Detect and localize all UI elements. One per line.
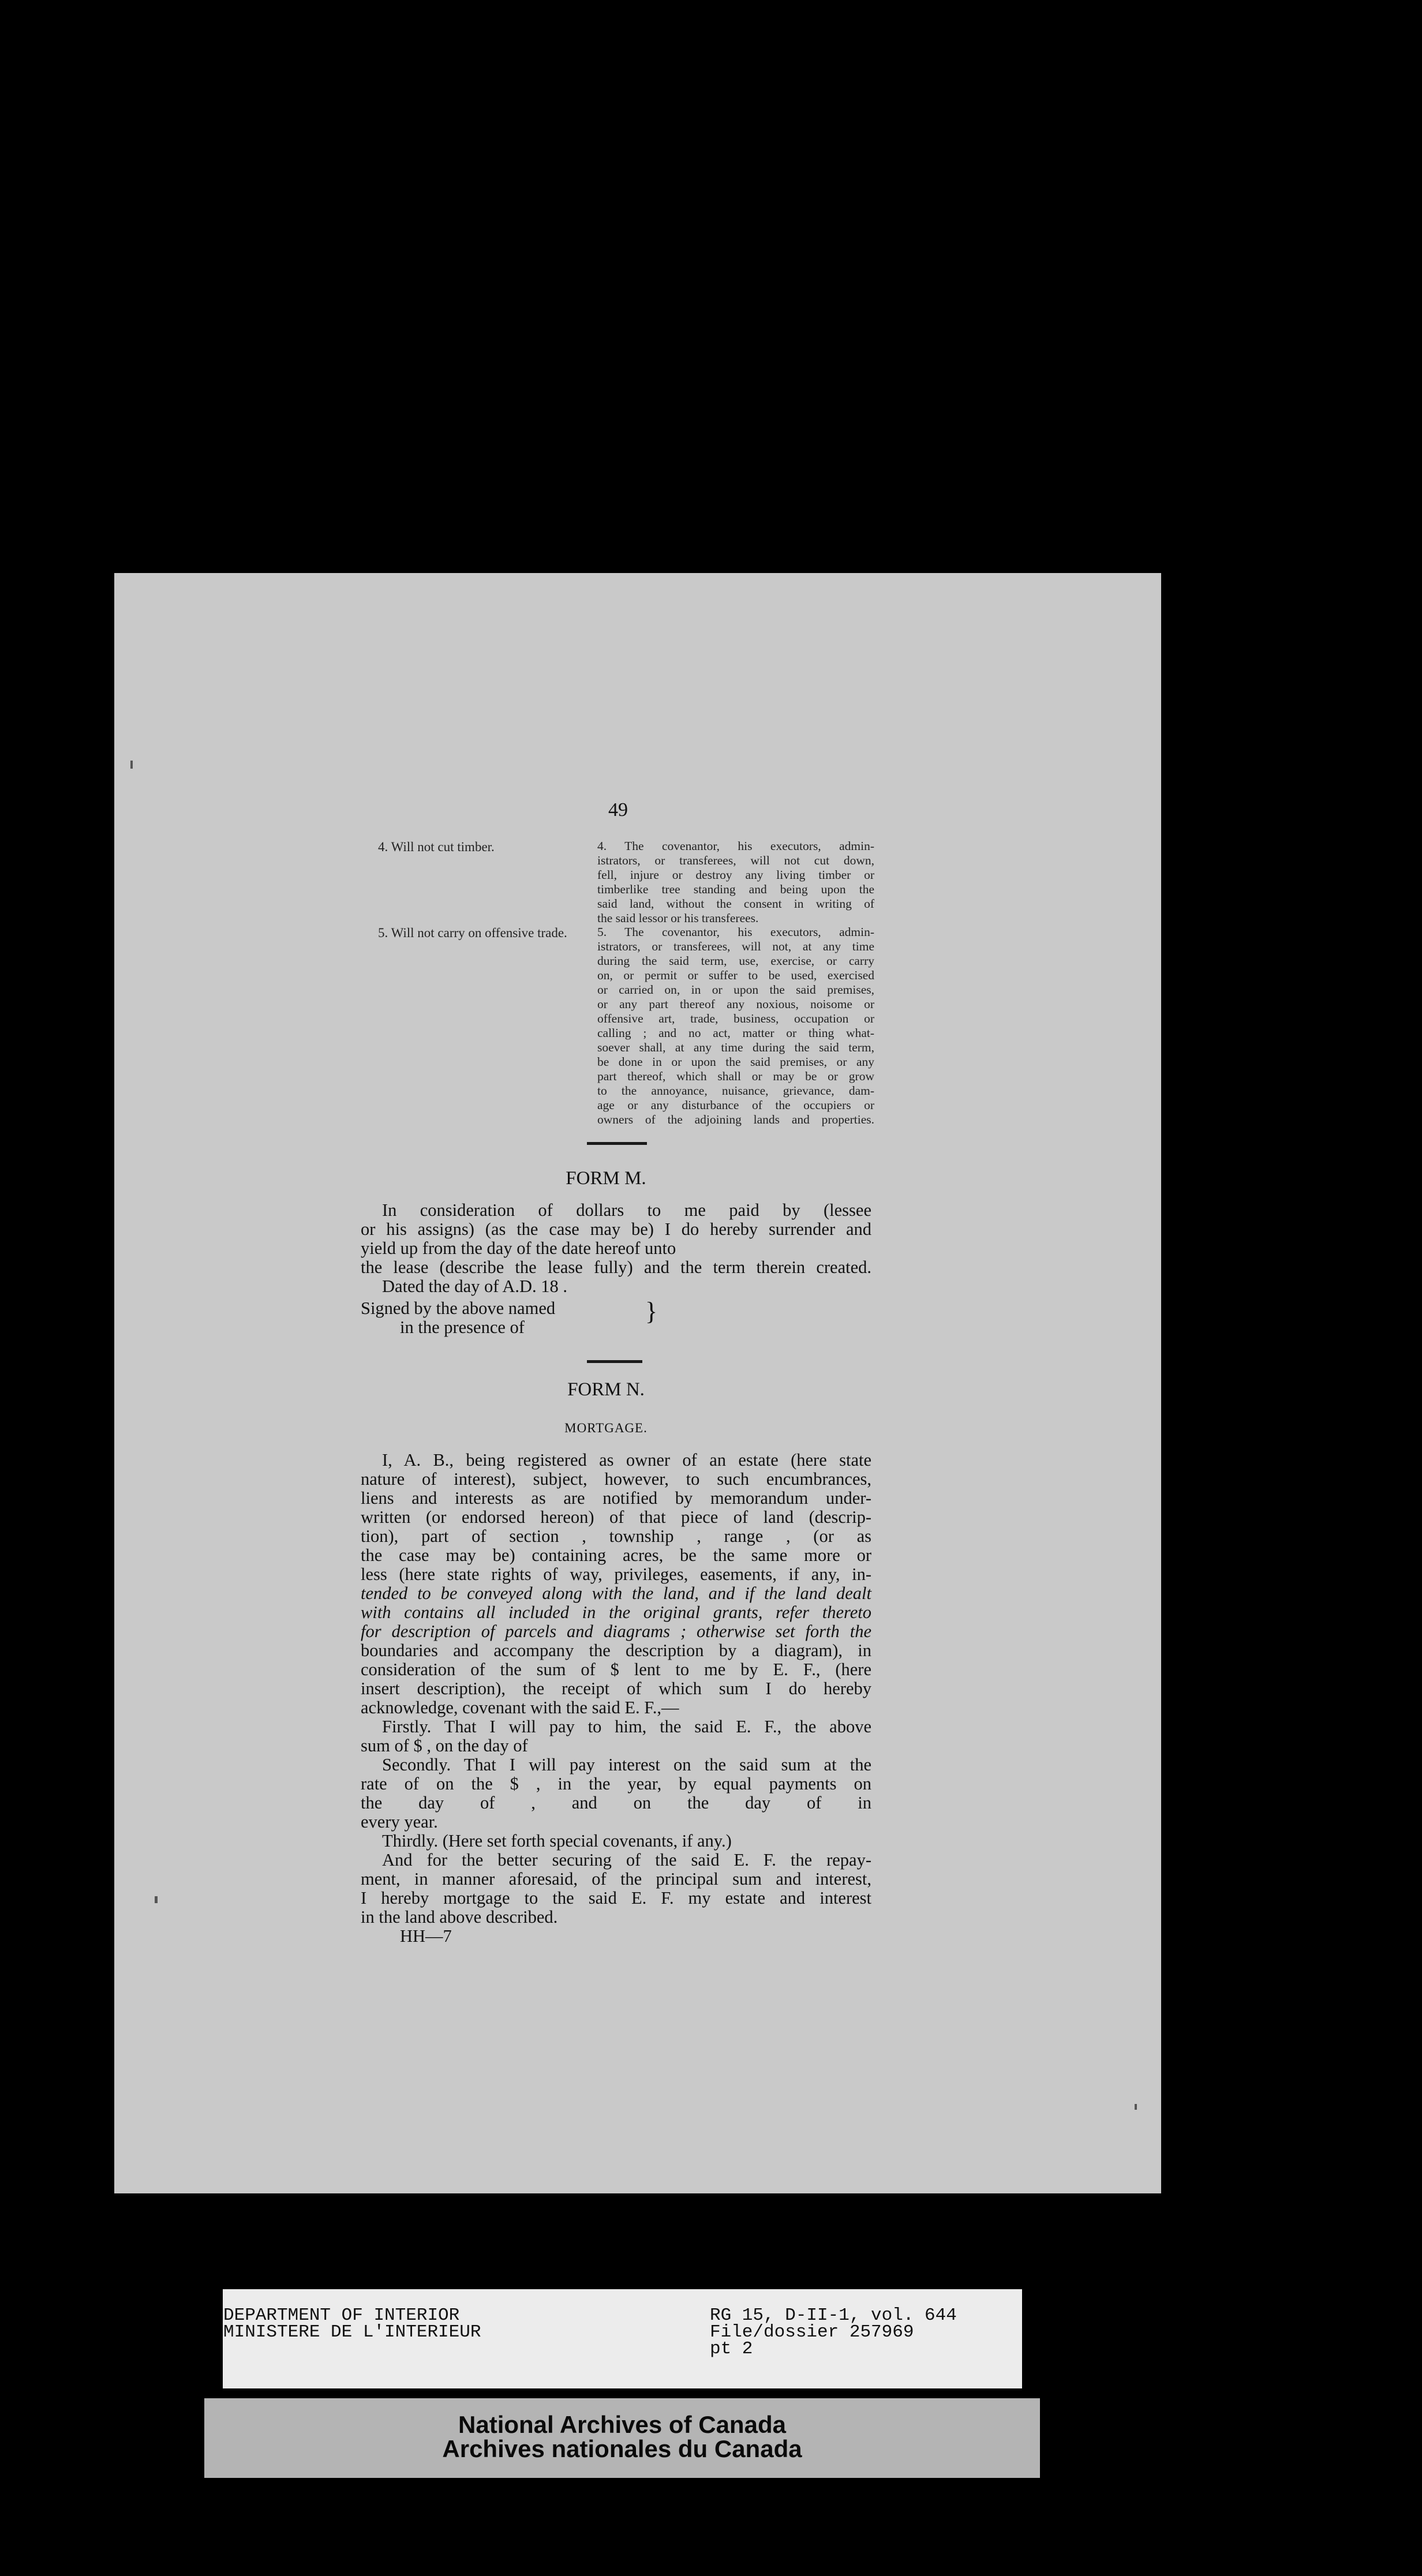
section-divider [587, 1142, 647, 1145]
file-part: pt 2 [710, 2339, 753, 2359]
text-line: Secondly. That I will pay interest on the said sum at the [382, 1755, 871, 1774]
clause-4-text [597, 839, 874, 926]
text-line: nature of interest), subject, however, to such encumbrances, [361, 1469, 871, 1489]
text-line: written (or endorsed hereon) of that piece of land (descrip- [361, 1507, 871, 1527]
text-line: Firstly. That I will pay to him, the said E. F., the above [382, 1717, 871, 1736]
department-fr: MINISTERE DE L'INTERIEUR [223, 2322, 481, 2342]
text-line: liens and interests as are notified by memorandum under- [361, 1488, 871, 1508]
text-line: In consideration of dollars to me paid by (lessee [382, 1200, 871, 1220]
text-line: for description of parcels and diagrams ; otherwise set forth the [361, 1622, 871, 1641]
form-n-subheading: MORTGAGE. [564, 1421, 648, 1435]
text-line: Thirdly. (Here set forth special covenants, if any.) [382, 1831, 732, 1851]
scan-mark [130, 761, 133, 769]
text-line: the lease (describe the lease fully) and the term therein created. [361, 1257, 871, 1277]
text-line: less (here state rights of way, privileges, easements, if any, in- [361, 1564, 871, 1584]
text-line: timberlike tree standing and being upon the [597, 882, 874, 896]
presence-line: in the presence of [400, 1317, 525, 1337]
text-line: rate of on the $ , in the year, by equal payments on [361, 1774, 871, 1794]
text-line: owners of the adjoining lands and properties. [597, 1113, 874, 1126]
text-line: And for the better securing of the said E. F. the repay- [382, 1850, 871, 1870]
text-line: istrators, or transferees, will not, at any time [597, 939, 874, 953]
department-en: DEPARTMENT OF INTERIOR [223, 2305, 460, 2326]
text-line: offensive art, trade, business, occupation or [597, 1012, 874, 1025]
text-line: on, or permit or suffer to be used, exercised [597, 968, 874, 982]
page-number: 49 [608, 799, 628, 821]
scan-mark [1135, 2104, 1137, 2110]
text-line: soever shall, at any time during the said term, [597, 1040, 874, 1054]
text-line: or carried on, in or upon the said premises, [597, 983, 874, 997]
clause-5-margin-note: 5. Will not carry on offensive trade. [378, 926, 567, 940]
text-line: every year. [361, 1812, 438, 1832]
text-line: the day of , and on the day of in [361, 1793, 871, 1813]
text-line: in the land above described. [361, 1907, 558, 1927]
text-line: tended to be conveyed along with the land, and if the land dealt [361, 1583, 871, 1603]
scan-mark [155, 1896, 158, 1903]
text-line: 5. The covenantor, his executors, admin- [597, 925, 874, 939]
text-line: consideration of the sum of $ lent to me by E. F., (here [361, 1660, 871, 1679]
text-line: or any part thereof any noxious, noisome or [597, 997, 874, 1011]
archives-name-en: National Archives of Canada [458, 2411, 786, 2438]
archive-reference-label [223, 2289, 1022, 2388]
text-line: I hereby mortgage to the said E. F. my estate and interest [361, 1888, 871, 1908]
text-line: tion), part of section , township , range , (or as [361, 1526, 871, 1546]
text-line: with contains all included in the original grants, refer thereto [361, 1602, 871, 1622]
clause-5-text [597, 925, 874, 1127]
text-line: yield up from the day of the date hereof unto [361, 1238, 676, 1258]
form-m-body [361, 1201, 871, 1296]
text-line: boundaries and accompany the description by a diagram), in [361, 1641, 871, 1660]
signed-line: Signed by the above named [361, 1298, 556, 1318]
text-line: to the annoyance, nuisance, grievance, dam- [597, 1084, 874, 1098]
form-m-heading: FORM M. [566, 1168, 646, 1189]
text-line: be done in or upon the said premises, or any [597, 1055, 874, 1069]
text-line: the case may be) containing acres, be the same more or [361, 1545, 871, 1565]
text-line: or his assigns) (as the case may be) I do hereby surrender and [361, 1219, 871, 1239]
text-line: said land, without the consent in writing of [597, 897, 874, 911]
form-n-body [361, 1451, 871, 1946]
text-line: insert description), the receipt of which sum I do hereby [361, 1679, 871, 1698]
text-line: the said lessor or his transferees. [597, 911, 759, 925]
section-divider [587, 1360, 642, 1363]
archives-name-fr: Archives nationales du Canada [442, 2435, 802, 2462]
text-line: acknowledge, covenant with the said E. F.,— [361, 1698, 679, 1717]
clause-4-margin-note: 4. Will not cut timber. [378, 840, 495, 854]
form-n-heading: FORM N. [567, 1379, 645, 1400]
text-line: during the said term, use, exercise, or carry [597, 954, 874, 968]
text-line: I, A. B., being registered as owner of an estate (here state [382, 1450, 871, 1470]
text-line: istrators, or transferees, will not cut down, [597, 853, 874, 867]
text-line: calling ; and no act, matter or thing what- [597, 1026, 874, 1040]
text-line: age or any disturbance of the occupiers or [597, 1098, 874, 1112]
text-line: Dated the day of A.D. 18 . [382, 1276, 568, 1296]
text-line: sum of $ , on the day of [361, 1736, 528, 1755]
record-group: RG 15, D-II-1, vol. 644 [710, 2305, 957, 2326]
signature-brace: } [645, 1297, 658, 1326]
form-m-signature-block [361, 1299, 871, 1337]
national-archives-banner [204, 2398, 1040, 2478]
signature-mark: HH—7 [400, 1926, 452, 1946]
text-line: 4. The covenantor, his executors, admin- [597, 839, 874, 853]
file-number: File/dossier 257969 [710, 2322, 914, 2342]
text-line: part thereof, which shall or may be or grow [597, 1069, 874, 1083]
text-line: fell, injure or destroy any living timber or [597, 868, 874, 882]
text-line: ment, in manner aforesaid, of the principal sum and interest, [361, 1869, 871, 1889]
